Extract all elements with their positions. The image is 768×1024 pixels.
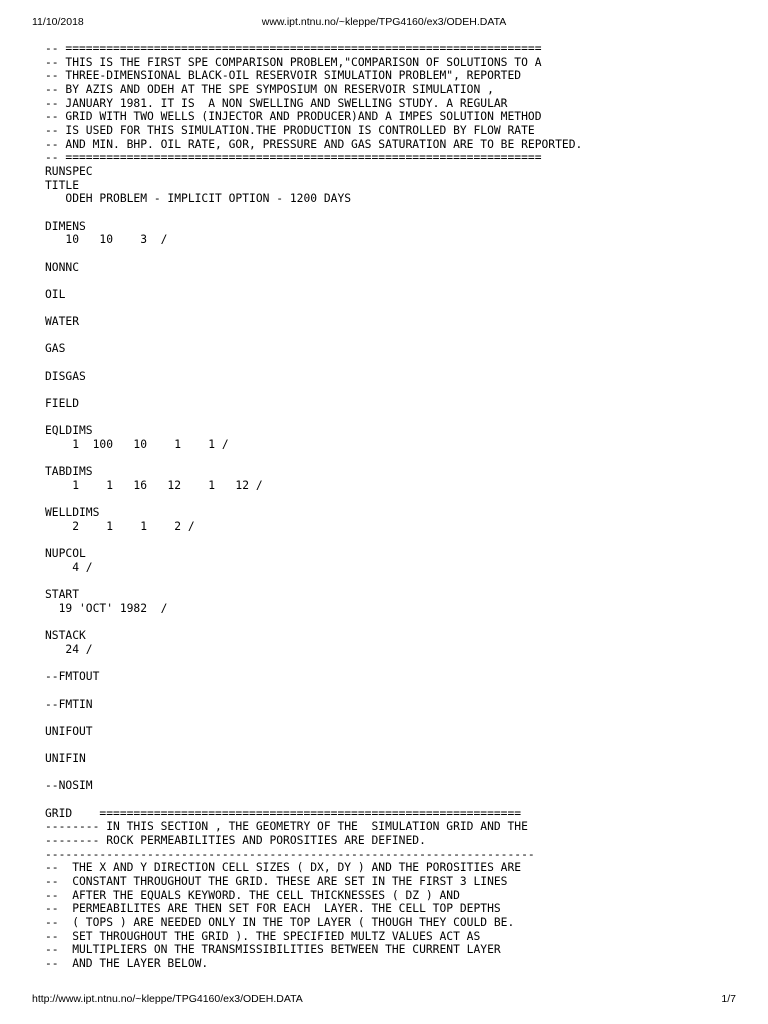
print-header (0, 16, 768, 30)
data-file-content: -- ====================================================================== -- THIS IS THE FIRST SPE COMPARISON PROBLEM,"COMPARISON OF SOLUTIONS TO A -- THREE-DIMENSIONAL BLACK-OIL RESERVOIR SIMULATION PROBLEM", REPORTED -- BY AZIS AND ODEH AT THE SPE SYMPOSIUM ON RESERVOIR SIMULATION , -- JANUARY 1981. IT IS A NON SWELLING AND SWELLING STUDY. A REGULAR -- GRID WITH TWO WELLS (INJECTOR AND PRODUCER)AND A IMPES SOLUTION METHOD -- IS USED FOR THIS SIMULATION.THE PRODUCTION IS CONTROLLED BY FLOW RATE -- AND MIN. BHP. OIL RATE, GOR, PRESSURE AND GAS SATURATION ARE TO BE REPORTED. -- ====================================================================== RUNSPEC TITLE ODEH PROBLEM - IMPLICIT OPTION - 1200 DAYS DIMENS 10 10 3 / NONNC OIL WATER GAS DISGAS FIELD EQLDIMS 1 100 10 1 1 / TABDIMS 1 1 16 12 1 12 / WELLDIMS 2 1 1 2 / NUPCOL 4 / START 19 'OCT' 1982 / NSTACK 24 / --FMTOUT --FMTIN UNIFOUT UNIFIN --NOSIM GRID ============================================================== -------- IN THIS SECTION , THE GEOMETRY OF THE SIMULATION GRID AND THE -------- ROCK PERMEABILITIES AND POROSITIES ARE DEFINED. ------------------------------------------------------------------------ -- THE X AND Y DIRECTION CELL SIZES ( DX, DY ) AND THE POROSITIES ARE -- CONSTANT THROUGHOUT THE GRID. THESE ARE SET IN THE FIRST 3 LINES -- AFTER THE EQUALS KEYWORD. THE CELL THICKNESSES ( DZ ) AND -- PERMEABILITES ARE THEN SET FOR EACH LAYER. THE CELL TOP DEPTHS -- ( TOPS ) ARE NEEDED ONLY IN THE TOP LAYER ( THOUGH THEY COULD BE. -- SET THROUGHOUT THE GRID ). THE SPECIFIED MULTZ VALUES ACT AS -- MULTIPLIERS ON THE TRANSMISSIBILITIES BETWEEN THE CURRENT LAYER -- AND THE LAYER BELOW. (45, 42, 583, 970)
page-url-title: www.ipt.ntnu.no/~kleppe/TPG4160/ex3/ODEH.DATA (261, 16, 507, 28)
print-footer (0, 993, 768, 1007)
footer-url: http://www.ipt.ntnu.no/~kleppe/TPG4160/ex3/ODEH.DATA (32, 993, 303, 1005)
print-date: 11/10/2018 (32, 16, 84, 28)
page-number: 1/7 (721, 993, 736, 1005)
